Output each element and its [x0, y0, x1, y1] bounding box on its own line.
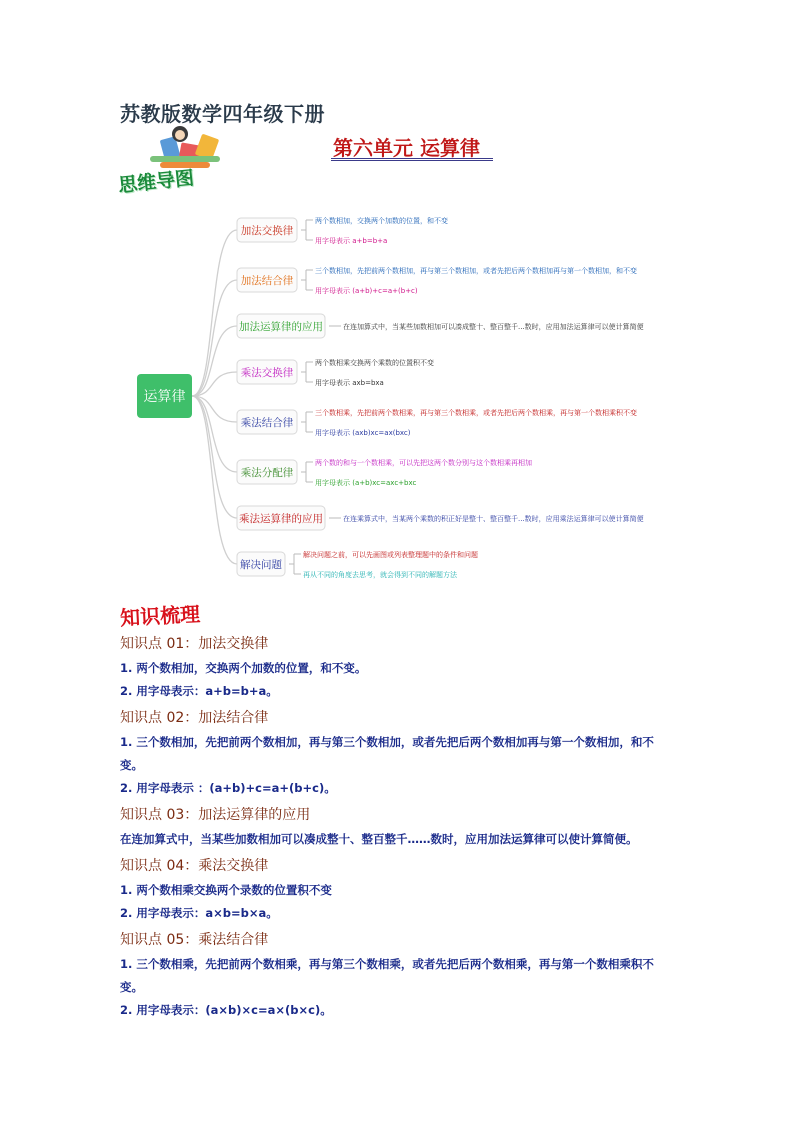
branch-label: 加法运算律的应用: [239, 321, 323, 333]
branch-label: 加法交换律: [240, 225, 294, 237]
leaf-connector: [301, 412, 313, 432]
knowledge-section: [120, 633, 690, 703]
leaf-text: 用字母表示 (a+b)xc=axc+bxc: [315, 479, 417, 487]
leaf-connector: [301, 220, 313, 240]
knowledge-line: 1. 三个数相乘，先把前两个数相乘，再与第三个数相乘，或者先把后两个数相乘，再与第一个数相乘积不: [120, 957, 654, 971]
leaf-text: 两个数的和与一个数相乘，可以先把这两个数分别与这个数相乘再相加: [315, 459, 532, 467]
branch-label: 加法结合律: [240, 275, 294, 287]
knowledge-line: 2. 用字母表示：a×b=b×a。: [120, 906, 278, 920]
knowledge-line: 在连加算式中，当某些加数相加可以凑成整十、整百整千……数时，应用加法运算律可以使计算简便。: [120, 832, 638, 846]
knowledge-heading: 知识梳理: [119, 601, 201, 631]
knowledge-point-title: 知识点 03：加法运算律的应用: [120, 807, 311, 823]
knowledge-section: [120, 804, 690, 851]
knowledge-line: 2. 用字母表示：(a×b)×c=a×(b×c)。: [120, 1003, 332, 1017]
knowledge-section: [120, 707, 690, 800]
root-label: 运算律: [143, 389, 186, 405]
unit-title: 第六单元 运算律: [333, 136, 480, 160]
knowledge-line: 2. 用字母表示 ：(a+b)+c=a+(b+c)。: [120, 781, 336, 795]
knowledge-line: 1. 两个数相乘交换两个录数的位置积不变: [120, 883, 332, 897]
knowledge-line: 1. 两个数相加，交换两个加数的位置，和不变。: [120, 661, 367, 675]
knowledge-point-title: 知识点 02：加法结合律: [120, 710, 269, 726]
knowledge-point-title: 知识点 01：加法交换律: [120, 636, 269, 652]
leaf-text: 用字母表示 axb=bxa: [315, 379, 384, 387]
leaf-text: 用字母表示 (a+b)+c=a+(b+c): [315, 287, 418, 295]
knowledge-line: 1. 三个数相加，先把前两个数相加，再与第三个数相加，或者先把后两个数相加再与第一个数相加，和不: [120, 735, 654, 749]
leaf-connector: [301, 362, 313, 382]
knowledge-section: [120, 929, 690, 1022]
knowledge-line: 变。: [120, 980, 143, 994]
knowledge-point-title: 知识点 05：乘法结合律: [120, 932, 269, 948]
knowledge-list: [120, 633, 690, 1026]
leaf-text: 用字母表示 a+b=b+a: [315, 237, 388, 245]
leaf-text: 解决问题之前，可以先画图或列表整理题中的条件和问题: [303, 551, 478, 559]
leaf-text: 用字母表示 (axb)xc=ax(bxc): [315, 429, 411, 437]
leaf-connector: [289, 554, 301, 574]
leaf-text: 两个数相乘交换两个乘数的位置积不变: [315, 359, 434, 367]
leaf-text: 三个数相加，先把前两个数相加，再与第三个数相加，或者先把后两个数相加再与第一个数相加，和不变: [315, 267, 637, 275]
connector-line: [192, 396, 237, 472]
leaf-text: 在连乘算式中，当某两个乘数的积正好是整十、整百整千...数时，应用乘法运算律可以使计算简便: [343, 515, 644, 523]
knowledge-line: 2. 用字母表示：a+b=b+a。: [120, 684, 278, 698]
leaf-text: 两个数相加，交换两个加数的位置，和不变: [315, 217, 448, 225]
book-title: 苏教版数学四年级下册: [120, 102, 325, 126]
leaf-text: 三个数相乘，先把前两个数相乘，再与第三个数相乘，或者先把后两个数相乘，再与第一个数相乘积不变: [315, 409, 637, 417]
mindmap-heading: 思维导图: [117, 167, 196, 197]
knowledge-line: 变。: [120, 758, 143, 772]
branch-label: 乘法运算律的应用: [239, 513, 323, 525]
connector-line: [192, 230, 237, 396]
branch-label: 解决问题: [240, 559, 282, 571]
leaf-connector: [301, 270, 313, 290]
leaf-connector: [301, 462, 313, 482]
knowledge-section: [120, 855, 690, 925]
connector-line: [192, 326, 237, 396]
title-underline: [331, 158, 493, 161]
mind-map: [0, 200, 794, 600]
branch-label: 乘法交换律: [240, 367, 294, 379]
leaf-text: 在连加算式中，当某些加数相加可以凑成整十、整百整千...数时，应用加法运算律可以使计算简便: [343, 323, 644, 331]
branch-label: 乘法分配律: [240, 467, 294, 479]
knowledge-point-title: 知识点 04：乘法交换律: [120, 858, 269, 874]
branch-label: 乘法结合律: [240, 417, 294, 429]
leaf-text: 再从不同的角度去思考，就会得到不同的解题方法: [303, 571, 457, 579]
